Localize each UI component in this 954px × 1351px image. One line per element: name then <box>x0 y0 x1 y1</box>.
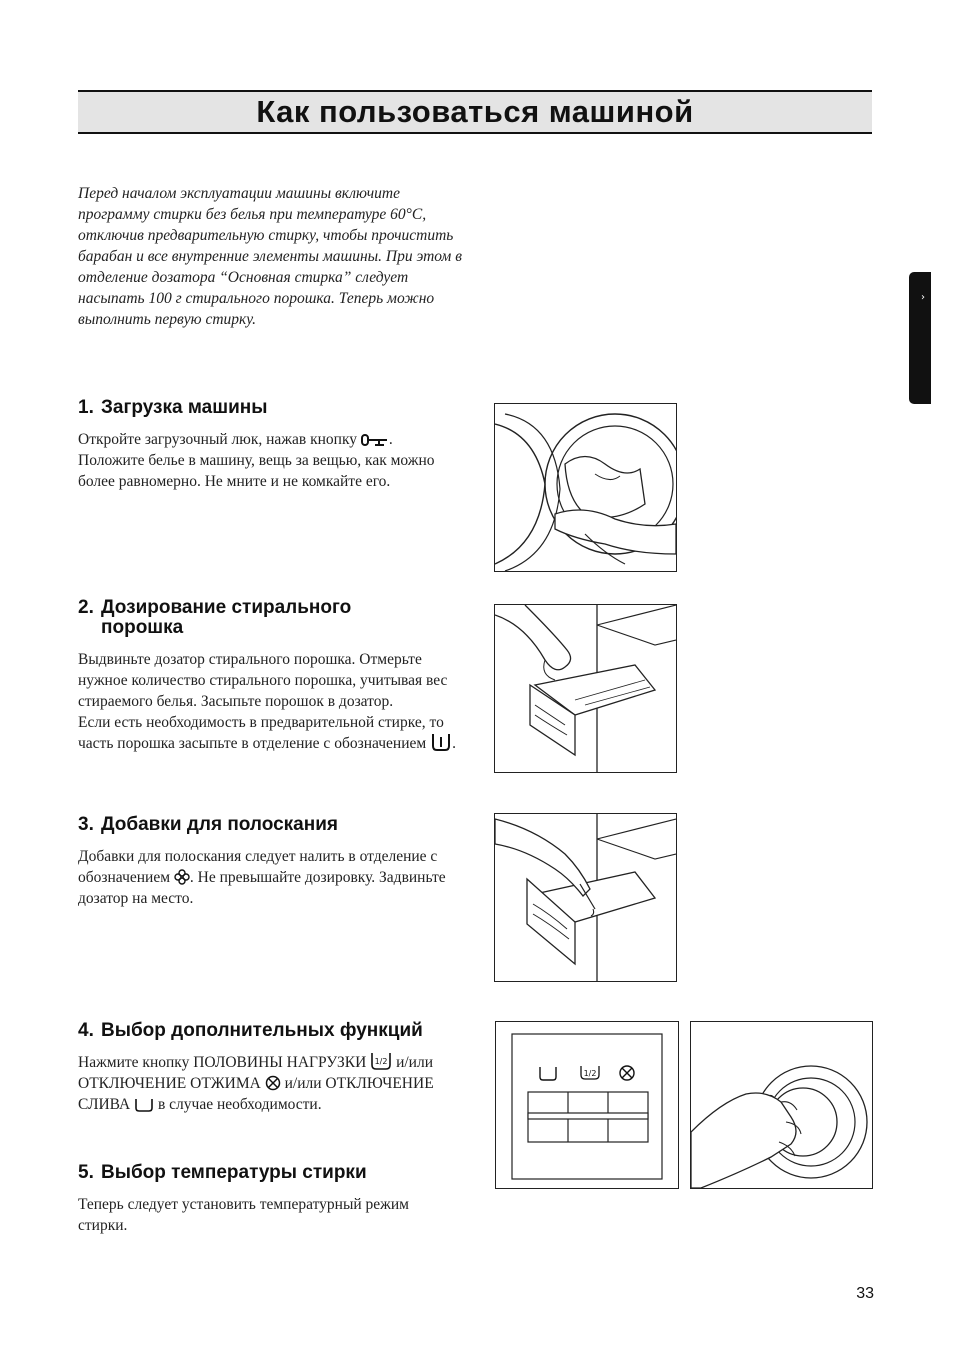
section-4-title: 4. Выбор дополнительных функций <box>78 1020 423 1041</box>
no-spin-icon <box>265 1075 281 1091</box>
section-2-title: 2. Дозирование стирального порошка <box>78 597 352 638</box>
fabric-softener-icon <box>174 869 190 885</box>
section-2-body: Выдвиньте дозатор стирального порошка. Отмерьте нужное количество стирального порошка, учитывая вес стираемого белья. Засыпьте порошок в дозатор. Если есть необходимость в предварительной стирке, то часть порошка засыпьте в отделение с обозначением . <box>78 651 456 752</box>
temperature-knob-illustration <box>690 1021 873 1189</box>
door-key-icon <box>361 433 389 447</box>
section-1-title: 1. Загрузка машины <box>78 397 268 418</box>
svg-text:1/2: 1/2 <box>374 1057 388 1066</box>
option-buttons-illustration <box>495 1021 679 1189</box>
title-bar <box>78 90 872 134</box>
page-title: Как пользоваться машиной <box>256 94 694 129</box>
no-drain-icon <box>134 1098 154 1112</box>
side-tab-mark: › <box>921 292 925 303</box>
half-load-icon <box>370 1052 392 1070</box>
section-4-body: Нажмите кнопку ПОЛОВИНЫ НАГРУЗКИ 1/2 и/или ОТКЛЮЧЕНИЕ ОТЖИМА и/или ОТКЛЮЧЕНИЕ СЛИВА в случае необходимости. <box>78 1054 434 1113</box>
loading-laundry-illustration <box>494 403 677 572</box>
section-1-body: Откройте загрузочный люк, нажав кнопку . Положите белье в машину, вещь за вещью, как можно более равномерно. Не мните и не комкайте его. <box>78 431 435 490</box>
intro-text: Перед началом эксплуатации машины включите программу стирки без белья при температуре 60°С, отключив предварительную стирку, чтобы прочистить барабан и все внутренние элементы машины. При этом в отделение дозатора “Основная стирка” следует насыпать 100 г стирального порошка. Теперь можно выполнить первую стирку. <box>78 185 462 328</box>
svg-text:1/2: 1/2 <box>583 1069 597 1078</box>
page-number: 33 <box>856 1285 874 1302</box>
side-tab <box>909 272 931 404</box>
dispenser-open-illustration <box>494 604 677 773</box>
section-3-title: 3. Добавки для полоскания <box>78 814 338 835</box>
rinse-additive-illustration <box>494 813 677 982</box>
prewash-icon <box>430 733 452 751</box>
section-3-body: Добавки для полоскания следует налить в отделение с обозначением . Не превышайте дозировку. Задвиньте дозатор на место. <box>78 848 446 907</box>
section-5-body: Теперь следует установить температурный режим стирки. <box>78 1196 409 1234</box>
section-5-title: 5. Выбор температуры стирки <box>78 1162 367 1183</box>
